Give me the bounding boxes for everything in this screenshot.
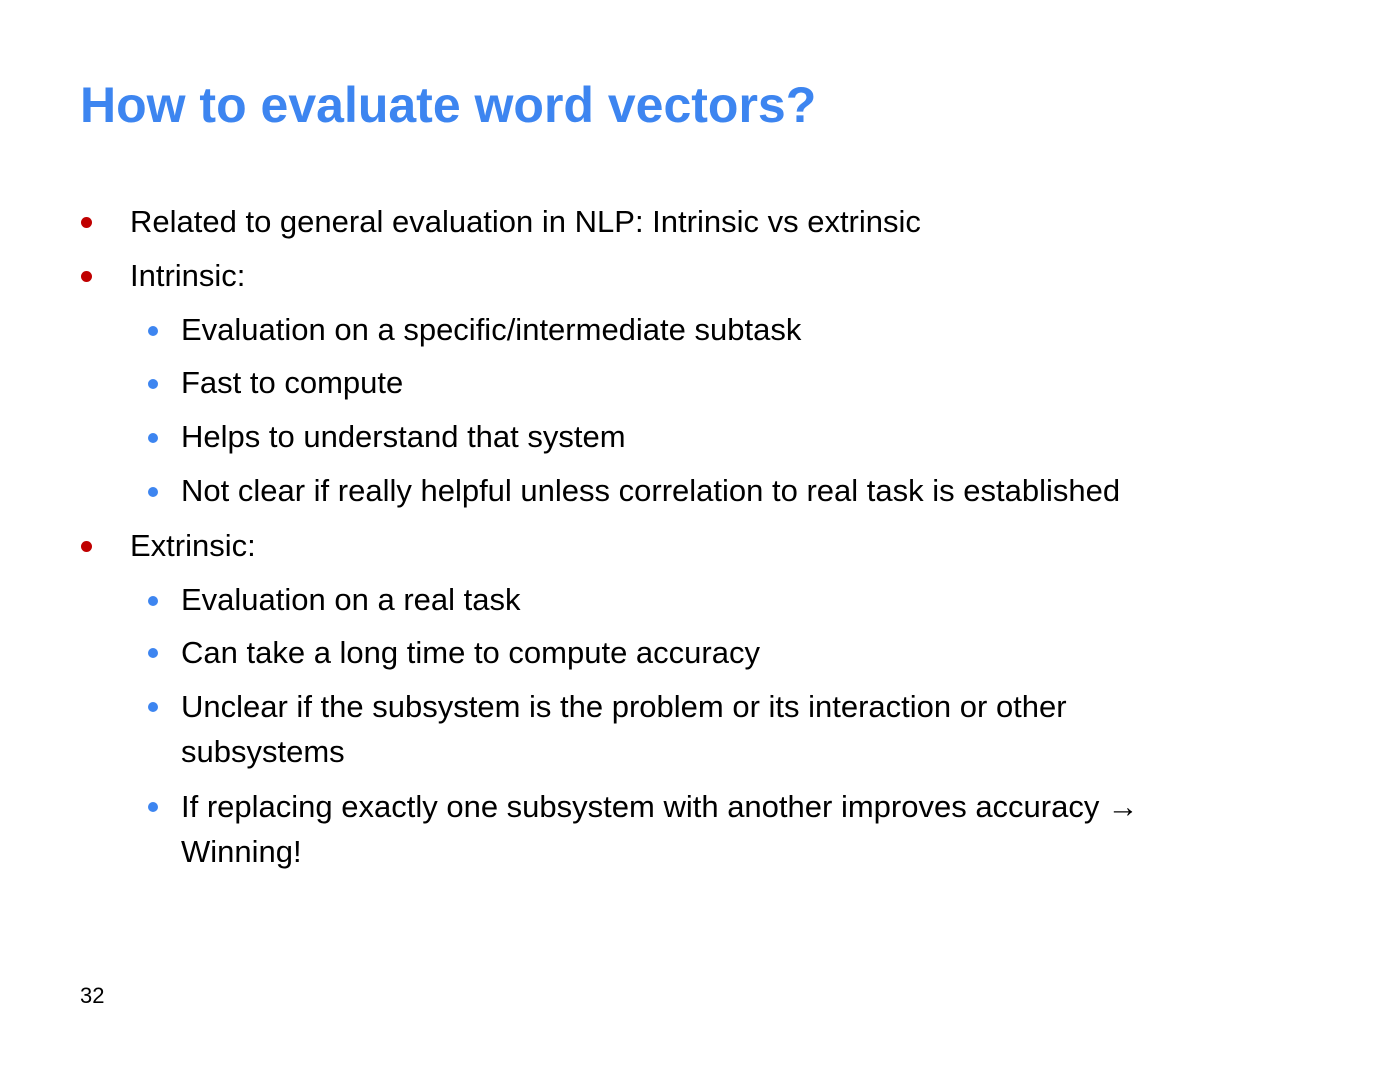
sub-bullet-dot [148, 702, 158, 712]
sub-bullet-item: Helps to understand that system [181, 419, 626, 454]
sub-bullet-dot [148, 596, 158, 606]
page-number: 32 [80, 983, 105, 1008]
slide-title: How to evaluate word vectors? [80, 77, 817, 133]
bullet-dot [81, 271, 92, 282]
sub-bullet-item: Fast to compute [181, 365, 404, 400]
sub-bullet-dot [148, 326, 158, 336]
sub-bullet-dot [148, 802, 158, 812]
sub-bullet-text: If replacing exactly one subsystem with another improves accuracy [181, 789, 1100, 824]
sub-bullet-item [181, 784, 1138, 829]
sub-bullet-item: Evaluation on a specific/intermediate subtask [181, 312, 802, 347]
sub-bullet-dot [148, 487, 158, 497]
sub-bullet-item: Evaluation on a real task [181, 582, 521, 617]
sub-bullet-item: Can take a long time to compute accuracy [181, 635, 760, 670]
bullet-item-intrinsic: Intrinsic: [130, 258, 246, 293]
bullet-dot [81, 217, 92, 228]
sub-bullet-item-continuation: Winning! [181, 834, 302, 869]
bullet-dot [81, 541, 92, 552]
sub-bullet-item: Unclear if the subsystem is the problem or its interaction or other [181, 689, 1067, 724]
sub-bullet-dot [148, 433, 158, 443]
sub-bullet-dot [148, 648, 158, 658]
sub-bullet-item: Not clear if really helpful unless correlation to real task is established [181, 473, 1121, 508]
sub-bullet-item-continuation: subsystems [181, 734, 345, 769]
bullet-item-extrinsic: Extrinsic: [130, 528, 256, 563]
right-arrow-icon: → [1107, 789, 1139, 824]
sub-bullet-dot [148, 379, 158, 389]
bullet-item: Related to general evaluation in NLP: Intrinsic vs extrinsic [130, 204, 921, 239]
